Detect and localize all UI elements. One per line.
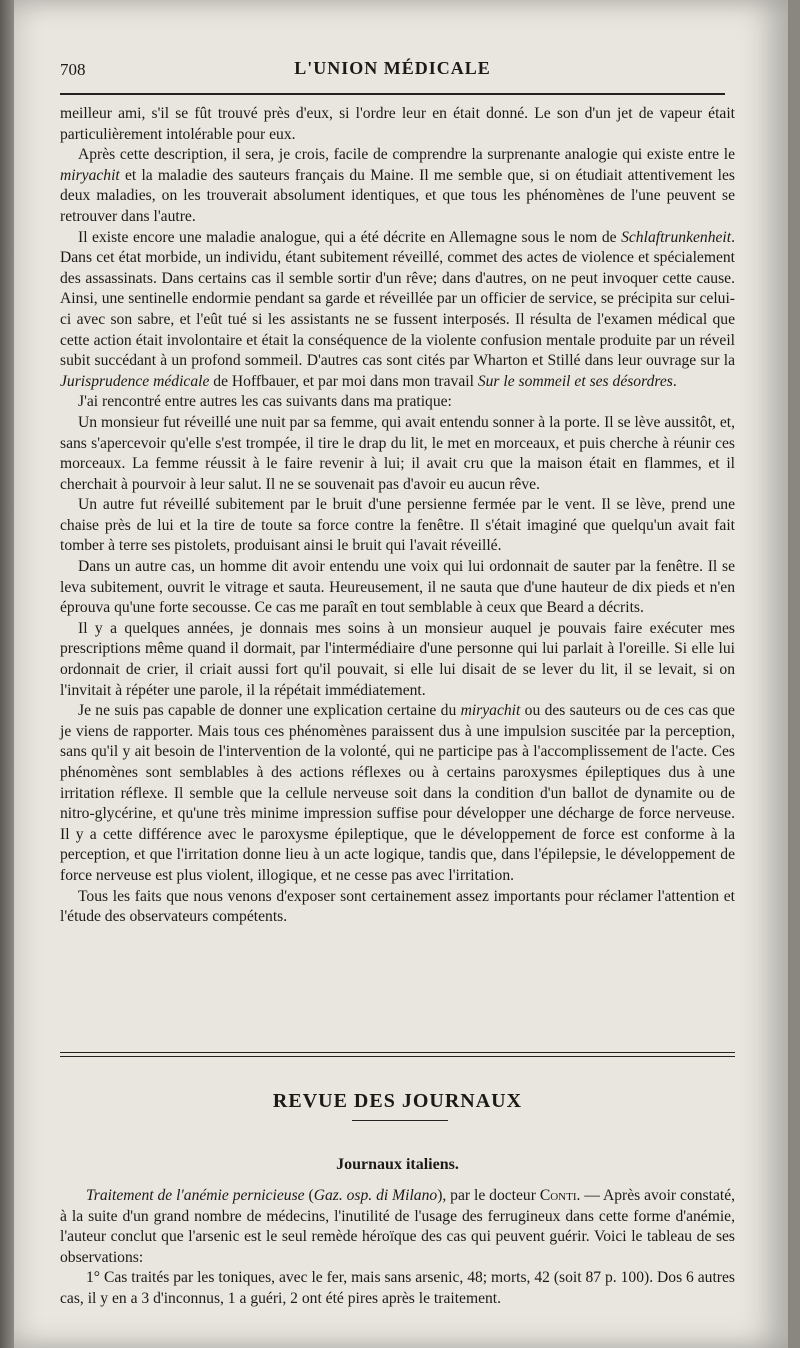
article-paragraph: Après cette description, il sera, je crois, facile de comprendre la surprenante analogie qui existe entre le miryachit et la maladie des sauteurs français du Maine. Il me semble que, si on étudiait attentivement les deux maladies, on les trouverait absolument identiques, et que tous les phénomènes de l'une peuvent se retrouver dans l'autre.: [60, 146, 735, 225]
journal-paragraph: 1° Cas traités par les toniques, avec le fer, mais sans arsenic, 48; morts, 42 (soit 87 p. 100). Dos 6 autres cas, il y en a 3 d'inconnus, 1 a guéri, 2 ont été pires après le traitement.: [60, 1269, 735, 1307]
running-title: L'UNION MÉDICALE: [294, 58, 491, 78]
article-body: [60, 104, 735, 928]
section-divider-bottom: [60, 1056, 735, 1057]
page-header: [60, 58, 725, 86]
page-number: 708: [60, 60, 86, 79]
header-rule: [60, 93, 725, 95]
subsection-title: Journaux italiens.: [336, 1156, 459, 1173]
section-title: REVUE DES JOURNAUX: [272, 1090, 523, 1112]
article-paragraph: Un autre fut réveillé subitement par le bruit d'une persienne fermée par le vent. Il se lève, prend une chaise près de lui et la tire de toute sa force contre la fenêtre. Il s'était imaginé que quelqu'un avait fait tomber à terre ses pistolets, produisant ainsi le bruit qui l'avait réveillé.: [60, 496, 735, 555]
article-paragraph: meilleur ami, s'il se fût trouvé près d'eux, si l'ordre leur en était donné. Le son d'un jet de vapeur était particulièrement intolérable pour eux.: [60, 105, 735, 143]
article-paragraph: Il existe encore une maladie analogue, qui a été décrite en Allemagne sous le nom de Schlaftrunkenheit. Dans cet état morbide, un individu, étant subitement réveillé, commet des actes de violence et spécialement des assassinats. Dans certains cas il semble sortir d'un rêve; dans d'autres, on ne peut invoquer cette cause. Ainsi, une sentinelle endormie pendant sa garde et réveillée par un officier de service, se précipita sur celui-ci avec son sabre, et l'eût tué si les assistants ne se fussent interposés. Il résulta de l'examen médical que cette action était involontaire et était la conséquence de la violente confusion mentale produite par un réveil subit succédant à un profond sommeil. D'autres cas sont cités par Wharton et Stillé dans leur ouvrage sur la Jurisprudence médicale de Hoffbauer, et par moi dans mon travail Sur le sommeil et ses désordres.: [60, 228, 735, 390]
section-title-rule: [352, 1120, 448, 1121]
article-paragraph: Tous les faits que nous venons d'exposer sont certainement assez importants pour réclamer l'attention et l'étude des observateurs compétents.: [60, 887, 735, 926]
article-paragraph: Dans un autre cas, un homme dit avoir entendu une voix qui lui ordonnait de sauter par la fenêtre. Il se leva subitement, ouvrit le vitrage et sauta. Heureusement, il ne sauta que d'une hauteur de dix pieds et n'en éprouva qu'une forte secousse. Ce cas me paraît en tout semblable à ceux que Beard a décrits.: [60, 558, 735, 617]
section-divider-top: [60, 1052, 735, 1053]
article-paragraph: Je ne suis pas capable de donner une explication certaine du miryachit ou des sauteurs ou de ces cas que je viens de rapporter. Mais tous ces phénomènes paraissent dus à une impulsion suscitée par la perception, sans qu'il y ait besoin de l'intervention de la volonté, qui ne participe pas à l'accomplissement de l'acte. Ces phénomènes sont semblables à des actions réflexes ou à certains paroxysmes épileptiques dus à une irritation réflexe. Il semble que la cellule nerveuse soit dans la condition d'un ballot de dynamite ou de nitro-glycérine, et qu'une très minime impression suffise pour développer une décharge de force nerveuse. Il y a cette différence avec le paroxysme épileptique, que le développement de force est conforme à la perception, et que l'irritation donne lieu à un acte logique, tandis que, dans l'épilepsie, le développement de force nerveuse est plus violent, illogique, et ne cesse pas avec l'irritation.: [60, 702, 735, 884]
journal-paragraph: Traitement de l'anémie pernicieuse (Gaz. osp. di Milano), par le docteur Conti. — Après avoir constaté, à la suite d'un grand nombre de médecins, l'inutilité de l'usage des ferrugineux dans cette forme d'anémie, l'auteur conclut que l'arsenic est le seul remède héroïque des cas qui peuvent guérir. Voici le tableau de ses observations:: [60, 1187, 736, 1266]
article-paragraph: Il y a quelques années, je donnais mes soins à un monsieur auquel je pouvais faire exécuter mes prescriptions même quand il dormait, par l'intermédiaire d'une personne qui lui parlait à l'oreille. Si elle lui ordonnait de crier, il criait aussi fort qu'il pouvait, si elle lui disait de se lever du lit, il se levait, si on l'invitait à répéter une parole, il la répétait immédiatement.: [60, 619, 735, 699]
page-edge-shadow: [0, 0, 14, 1348]
journal-review-body: [60, 1186, 735, 1310]
article-paragraph: Un monsieur fut réveillé une nuit par sa femme, qui avait entendu sonner à la porte. Il se lève aussitôt, et, sans s'apercevoir qu'elle s'est trompée, il tire le drap du lit, le met en morceaux, et puis cherche à réunir ces morceaux. La femme réussit à le faire revenir à lui; il avait cru que la maison était en flammes, et il cherchait à pourvoir à leur salut. Il ne se souvenait pas d'avoir eu aucun rêve.: [60, 413, 735, 493]
article-paragraph: J'ai rencontré entre autres les cas suivants dans ma pratique:: [78, 393, 452, 411]
